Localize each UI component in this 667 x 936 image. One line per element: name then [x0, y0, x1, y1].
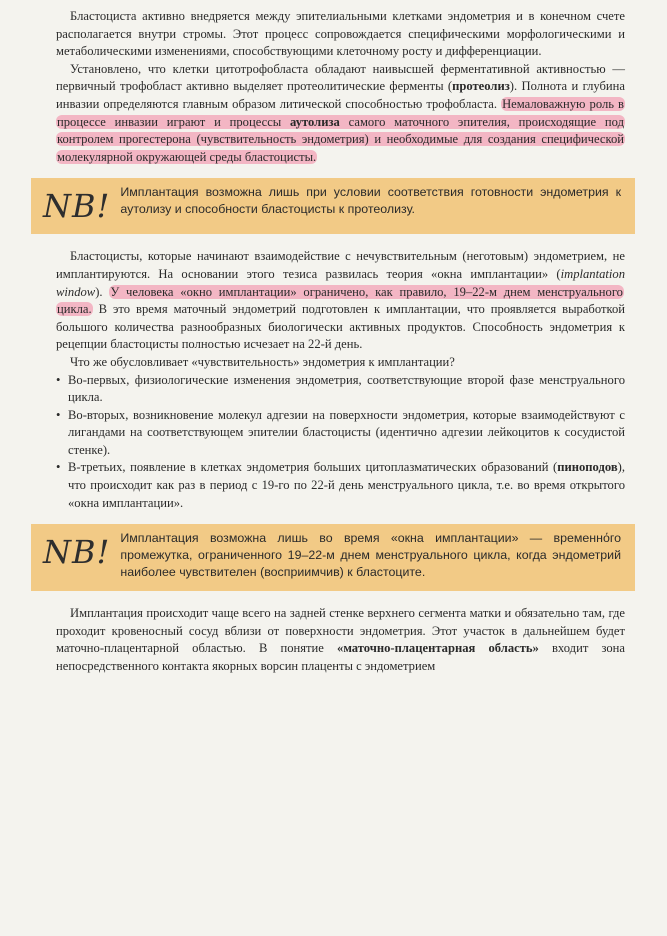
bullet-dot: •: [56, 407, 61, 422]
text-segment: Бластоцисты, которые начинают взаимодействие с нечувствительным (неготовым) эндометрием, не имплантируются. На основании этого тезиса развилась теория «окна имплантации» (: [56, 249, 625, 281]
bullet-dot: •: [56, 460, 61, 475]
text-segment: В это время маточный эндометрий подготовлен к имплантации, что проявляется выработкой большого количества разнообразных биологически активных продуктов. Способность эндометрия к рецепции бластоцисты полностью исчезает на 22-й день.: [56, 302, 625, 352]
nb-callout-text: Имплантация возможна лишь при условии соответствия готовности эндометрия к аутолизу и способности бластоцисты к протеолизу.: [120, 185, 621, 217]
highlight-autolysis: Немаловажную роль в процессе инвазии играют и процессы аутолиза самого маточного эпителия, происходящие под контролем прогестерона (чувствительность эндометрия) и необходимые для создания специфической молекулярной окружающей среды бластоцисты.: [57, 96, 625, 164]
nb-callout-text: Имплантация возможна лишь во время «окна имплантации» — временнόго промежутка, ограниченного 19–22-м днем менструального цикла, когда эндометрий наиболее чувствителен (восприимчив) к бластоците.: [120, 531, 621, 580]
term-uteroplacental-area: «маточно-плацентарная область»: [337, 641, 539, 656]
paragraph-placental-area: [56, 605, 625, 675]
term-implantation-window: implantation window: [56, 266, 625, 299]
text-segment: ).: [95, 284, 110, 299]
term-autolysis: аутолиза: [290, 114, 340, 129]
term-proteolysis: протеолиз: [452, 79, 510, 94]
list-item: • В-третьих, появление в клетках эндометрия больших цитоплазматических образований (пиноподов), что происходит как раз в период с 19-го по 22-й день менструального цикла, т.е. во время открытого «окна имплантации».: [56, 460, 625, 510]
text-segment: Установлено, что клетки цитотрофобласта обладают наивысшей ферментативной активностью — первичный трофобласт активно выделяет протеолитические ферменты (: [56, 61, 625, 94]
highlight-window-days: У человека «окно имплантации» ограничено, как правило, 19–22-м днем менструального цикла.: [57, 284, 623, 317]
paragraph-implantation-intro: Бластоциста активно внедряется между эпителиальными клетками эндометрия и в конечном счете располагается внутри стромы. Этот процесс сопровождается специфическими морфологическими и метаболическими изменениями, способствующими клеточному росту и дифференциации.: [56, 9, 625, 59]
paragraph-implantation-window: [56, 248, 625, 354]
bullet-dot: •: [56, 372, 61, 387]
text-segment: Имплантация происходит чаще всего на задней стенке верхнего сегмента матки и обязательно там, где проходит кровеносный сосуд вблизи от поверхности эндометрия. Этот участок в дальнейшем будет маточно-плацентарной областью. В понятие: [56, 606, 625, 656]
list-item: • Во-первых, физиологические изменения эндометрия, соответствующие второй фазе менструального цикла.: [56, 372, 625, 405]
paragraph-question: Что же обусловливает «чувствительность» эндометрия к имплантации?: [70, 354, 455, 369]
text-segment: входит зона непосредственного контакта якорных ворсин плаценты с эндометрием: [56, 641, 625, 674]
text-segment: ). Полнота и глубина инвазии определяются главным образом литической способностью трофобласта.: [56, 79, 625, 111]
nb-callout-window: [31, 524, 635, 591]
paragraph-invasion: [56, 61, 625, 167]
nb-mark: NB!: [43, 533, 111, 572]
nb-mark: NB!: [43, 187, 111, 226]
sensitivity-factors-list: [56, 372, 625, 513]
nb-callout-readiness: [31, 178, 635, 234]
term-pinopodes: пиноподов: [557, 460, 618, 475]
list-item: • Во-вторых, возникновение молекул адгезии на поверхности эндометрия, которые взаимодействуют с лигандами на соответствующем эпителии бластоцисты (идентично адгезии лейкоцитов к сосудистой стенке).: [56, 407, 625, 457]
